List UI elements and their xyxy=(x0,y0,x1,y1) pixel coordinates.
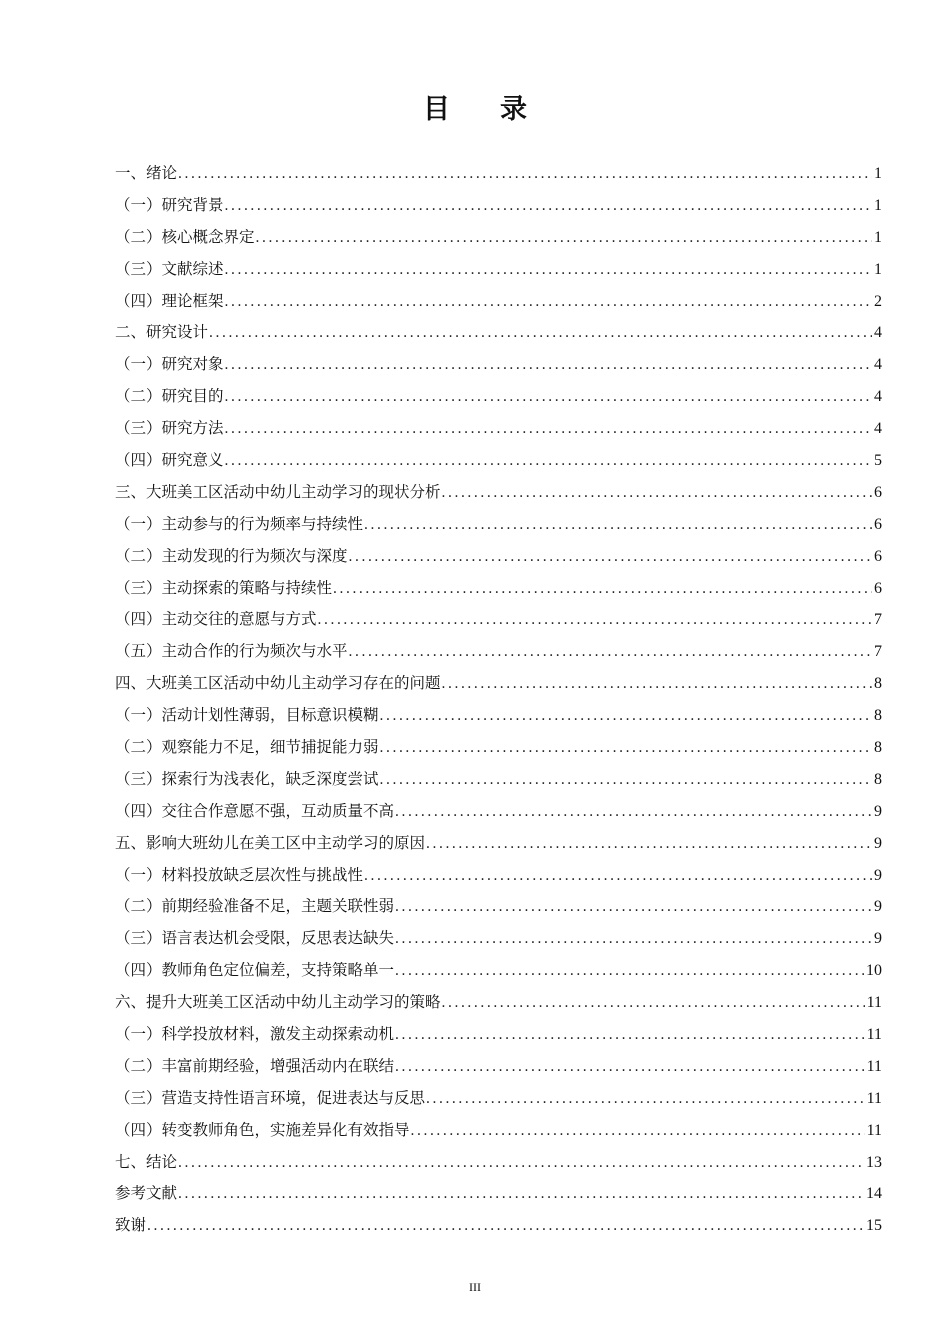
toc-entry-label: （五）主动合作的行为频次与水平 xyxy=(115,642,348,661)
toc-entry-page: 11 xyxy=(866,1089,882,1107)
toc-dot-leader xyxy=(147,1210,864,1242)
toc-entry-page: 10 xyxy=(866,962,882,980)
toc-entry-label: 参考文献 xyxy=(115,1184,178,1203)
toc-entry-label: （二）核心概念界定 xyxy=(115,227,255,246)
toc-entry-page: 1 xyxy=(874,228,882,246)
page-number: III xyxy=(469,1280,481,1294)
toc-entry[interactable] xyxy=(115,860,882,892)
toc-entry[interactable] xyxy=(115,1179,882,1211)
toc-dot-leader xyxy=(225,445,872,477)
table-of-contents xyxy=(115,158,882,1242)
toc-entry[interactable] xyxy=(115,1051,882,1083)
toc-entry[interactable] xyxy=(115,573,882,605)
toc-entry-label: （四）教师角色定位偏差，支持策略单一 xyxy=(115,961,395,980)
toc-entry-label: 二、研究设计 xyxy=(115,323,209,342)
toc-entry-page: 4 xyxy=(874,356,882,374)
toc-entry[interactable] xyxy=(115,604,882,636)
toc-dot-leader xyxy=(225,286,872,318)
toc-entry[interactable] xyxy=(115,764,882,796)
toc-entry-page: 9 xyxy=(874,834,882,852)
toc-entry-page: 6 xyxy=(874,547,882,565)
toc-entry[interactable] xyxy=(115,254,882,286)
toc-entry[interactable] xyxy=(115,700,882,732)
toc-entry[interactable] xyxy=(115,222,882,254)
toc-dot-leader xyxy=(364,860,872,892)
toc-entry-label: 七、结论 xyxy=(115,1152,178,1171)
toc-entry-page: 6 xyxy=(874,483,882,501)
toc-dot-leader xyxy=(395,955,864,987)
toc-entry-label: （二）前期经验准备不足，主题关联性弱 xyxy=(115,897,395,916)
toc-entry-page: 8 xyxy=(874,675,882,693)
toc-entry-label: 六、提升大班美工区活动中幼儿主动学习的策略 xyxy=(115,993,441,1012)
toc-dot-leader xyxy=(225,349,872,381)
toc-entry-label: （一）活动计划性薄弱，目标意识模糊 xyxy=(115,706,379,725)
toc-entry[interactable] xyxy=(115,1083,882,1115)
toc-dot-leader xyxy=(318,604,872,636)
toc-entry[interactable] xyxy=(115,1019,882,1051)
toc-dot-leader xyxy=(225,381,872,413)
toc-entry-page: 8 xyxy=(874,770,882,788)
toc-dot-leader xyxy=(380,700,872,732)
title-char-1: 目 xyxy=(423,94,450,125)
toc-entry[interactable] xyxy=(115,190,882,222)
toc-dot-leader xyxy=(442,668,872,700)
toc-entry-label: （四）理论框架 xyxy=(115,291,224,310)
toc-entry[interactable] xyxy=(115,317,882,349)
toc-entry-page: 8 xyxy=(874,739,882,757)
page-title xyxy=(0,88,950,132)
toc-entry[interactable] xyxy=(115,668,882,700)
toc-entry[interactable] xyxy=(115,158,882,190)
toc-dot-leader xyxy=(411,1115,865,1147)
toc-dot-leader xyxy=(333,573,872,605)
toc-dot-leader xyxy=(225,190,872,222)
toc-entry-page: 11 xyxy=(866,1121,882,1139)
toc-entry-label: （二）主动发现的行为频次与深度 xyxy=(115,546,348,565)
toc-dot-leader xyxy=(395,796,872,828)
toc-dot-leader xyxy=(442,987,865,1019)
toc-dot-leader xyxy=(395,923,872,955)
toc-entry-page: 11 xyxy=(866,994,882,1012)
toc-entry-label: （三）营造支持性语言环境，促进表达与反思 xyxy=(115,1088,426,1107)
toc-entry[interactable] xyxy=(115,923,882,955)
toc-entry-label: （一）研究背景 xyxy=(115,195,224,214)
toc-entry-page: 7 xyxy=(874,611,882,629)
toc-entry-page: 9 xyxy=(874,802,882,820)
toc-entry-label: （四）研究意义 xyxy=(115,451,224,469)
toc-entry[interactable] xyxy=(115,1210,882,1242)
toc-dot-leader xyxy=(256,222,872,254)
toc-entry-label: （三）研究方法 xyxy=(115,419,224,438)
toc-entry-label: （三）探索行为浅表化，缺乏深度尝试 xyxy=(115,769,379,788)
toc-entry[interactable] xyxy=(115,349,882,381)
toc-entry[interactable] xyxy=(115,286,882,318)
toc-entry-page: 9 xyxy=(874,866,882,884)
toc-entry-page: 14 xyxy=(866,1185,882,1203)
toc-entry[interactable] xyxy=(115,509,882,541)
toc-dot-leader xyxy=(225,413,872,445)
toc-entry-page: 1 xyxy=(874,260,882,278)
toc-entry-label: （二）丰富前期经验，增强活动内在联结 xyxy=(115,1056,395,1075)
toc-dot-leader xyxy=(209,317,872,349)
toc-dot-leader xyxy=(349,636,872,668)
toc-entry[interactable] xyxy=(115,732,882,764)
toc-entry-page: 2 xyxy=(874,292,882,310)
toc-entry-label: 致谢 xyxy=(115,1216,147,1235)
toc-entry-page: 6 xyxy=(874,515,882,533)
toc-entry[interactable] xyxy=(115,955,882,987)
toc-entry-label: （一）研究对象 xyxy=(115,355,224,374)
toc-entry-page: 11 xyxy=(866,1026,882,1044)
toc-entry[interactable] xyxy=(115,796,882,828)
toc-entry-label: （四）交往合作意愿不强，互动质量不高 xyxy=(115,801,395,820)
toc-entry-label: （四）主动交往的意愿与方式 xyxy=(115,610,317,629)
toc-dot-leader xyxy=(178,158,872,190)
toc-dot-leader xyxy=(426,1083,865,1115)
toc-entry[interactable] xyxy=(115,445,882,477)
toc-dot-leader xyxy=(395,891,872,923)
toc-entry-label: （四）转变教师角色，实施差异化有效指导 xyxy=(115,1120,410,1139)
toc-dot-leader xyxy=(364,509,872,541)
toc-entry-label: （三）文献综述 xyxy=(115,259,224,278)
toc-entry-page: 8 xyxy=(874,707,882,725)
toc-entry-page: 6 xyxy=(874,579,882,597)
toc-dot-leader xyxy=(349,541,872,573)
toc-dot-leader xyxy=(442,477,872,509)
toc-entry[interactable] xyxy=(115,636,882,668)
toc-entry-page: 7 xyxy=(874,643,882,661)
toc-entry[interactable] xyxy=(115,477,882,509)
toc-entry-page: 11 xyxy=(866,1057,882,1075)
toc-entry-label: 四、大班美工区活动中幼儿主动学习存在的问题 xyxy=(115,674,441,693)
toc-entry-label: 一、绪论 xyxy=(115,163,178,182)
toc-entry[interactable] xyxy=(115,1147,882,1179)
toc-dot-leader xyxy=(178,1147,864,1179)
toc-entry-page: 9 xyxy=(874,930,882,948)
toc-entry-page: 1 xyxy=(874,196,882,214)
toc-dot-leader xyxy=(395,1019,865,1051)
toc-entry-label: （二）研究目的 xyxy=(115,387,224,406)
toc-entry-label: （二）观察能力不足，细节捕捉能力弱 xyxy=(115,738,379,757)
title-char-2: 录 xyxy=(500,94,527,125)
toc-entry-page: 15 xyxy=(866,1217,882,1235)
toc-entry-page: 4 xyxy=(874,324,882,342)
toc-entry-label: （三）主动探索的策略与持续性 xyxy=(115,578,333,597)
toc-entry-label: 三、大班美工区活动中幼儿主动学习的现状分析 xyxy=(115,482,441,501)
toc-entry-label: （三）语言表达机会受限，反思表达缺失 xyxy=(115,929,395,948)
toc-dot-leader xyxy=(380,732,872,764)
toc-entry[interactable] xyxy=(115,828,882,860)
toc-entry-label: （一）科学投放材料，激发主动探索动机 xyxy=(115,1025,395,1044)
toc-entry-page: 4 xyxy=(874,420,882,438)
toc-entry-page: 5 xyxy=(874,452,882,469)
toc-entry[interactable] xyxy=(115,381,882,413)
toc-entry[interactable] xyxy=(115,1115,882,1147)
toc-entry-page: 9 xyxy=(874,898,882,916)
toc-dot-leader xyxy=(395,1051,865,1083)
toc-dot-leader xyxy=(225,254,872,286)
toc-dot-leader xyxy=(178,1179,864,1211)
toc-entry[interactable] xyxy=(115,891,882,923)
toc-entry[interactable] xyxy=(115,541,882,573)
toc-entry-label: 五、影响大班幼儿在美工区中主动学习的原因 xyxy=(115,833,426,852)
toc-dot-leader xyxy=(380,764,872,796)
toc-entry-page: 4 xyxy=(874,388,882,406)
toc-entry-page: 1 xyxy=(874,164,882,182)
toc-entry[interactable] xyxy=(115,413,882,445)
toc-entry-label: （一）主动参与的行为频率与持续性 xyxy=(115,514,364,533)
toc-entry-label: （一）材料投放缺乏层次性与挑战性 xyxy=(115,865,364,884)
toc-entry-page: 13 xyxy=(866,1153,882,1171)
toc-dot-leader xyxy=(426,828,872,860)
toc-entry[interactable] xyxy=(115,987,882,1019)
